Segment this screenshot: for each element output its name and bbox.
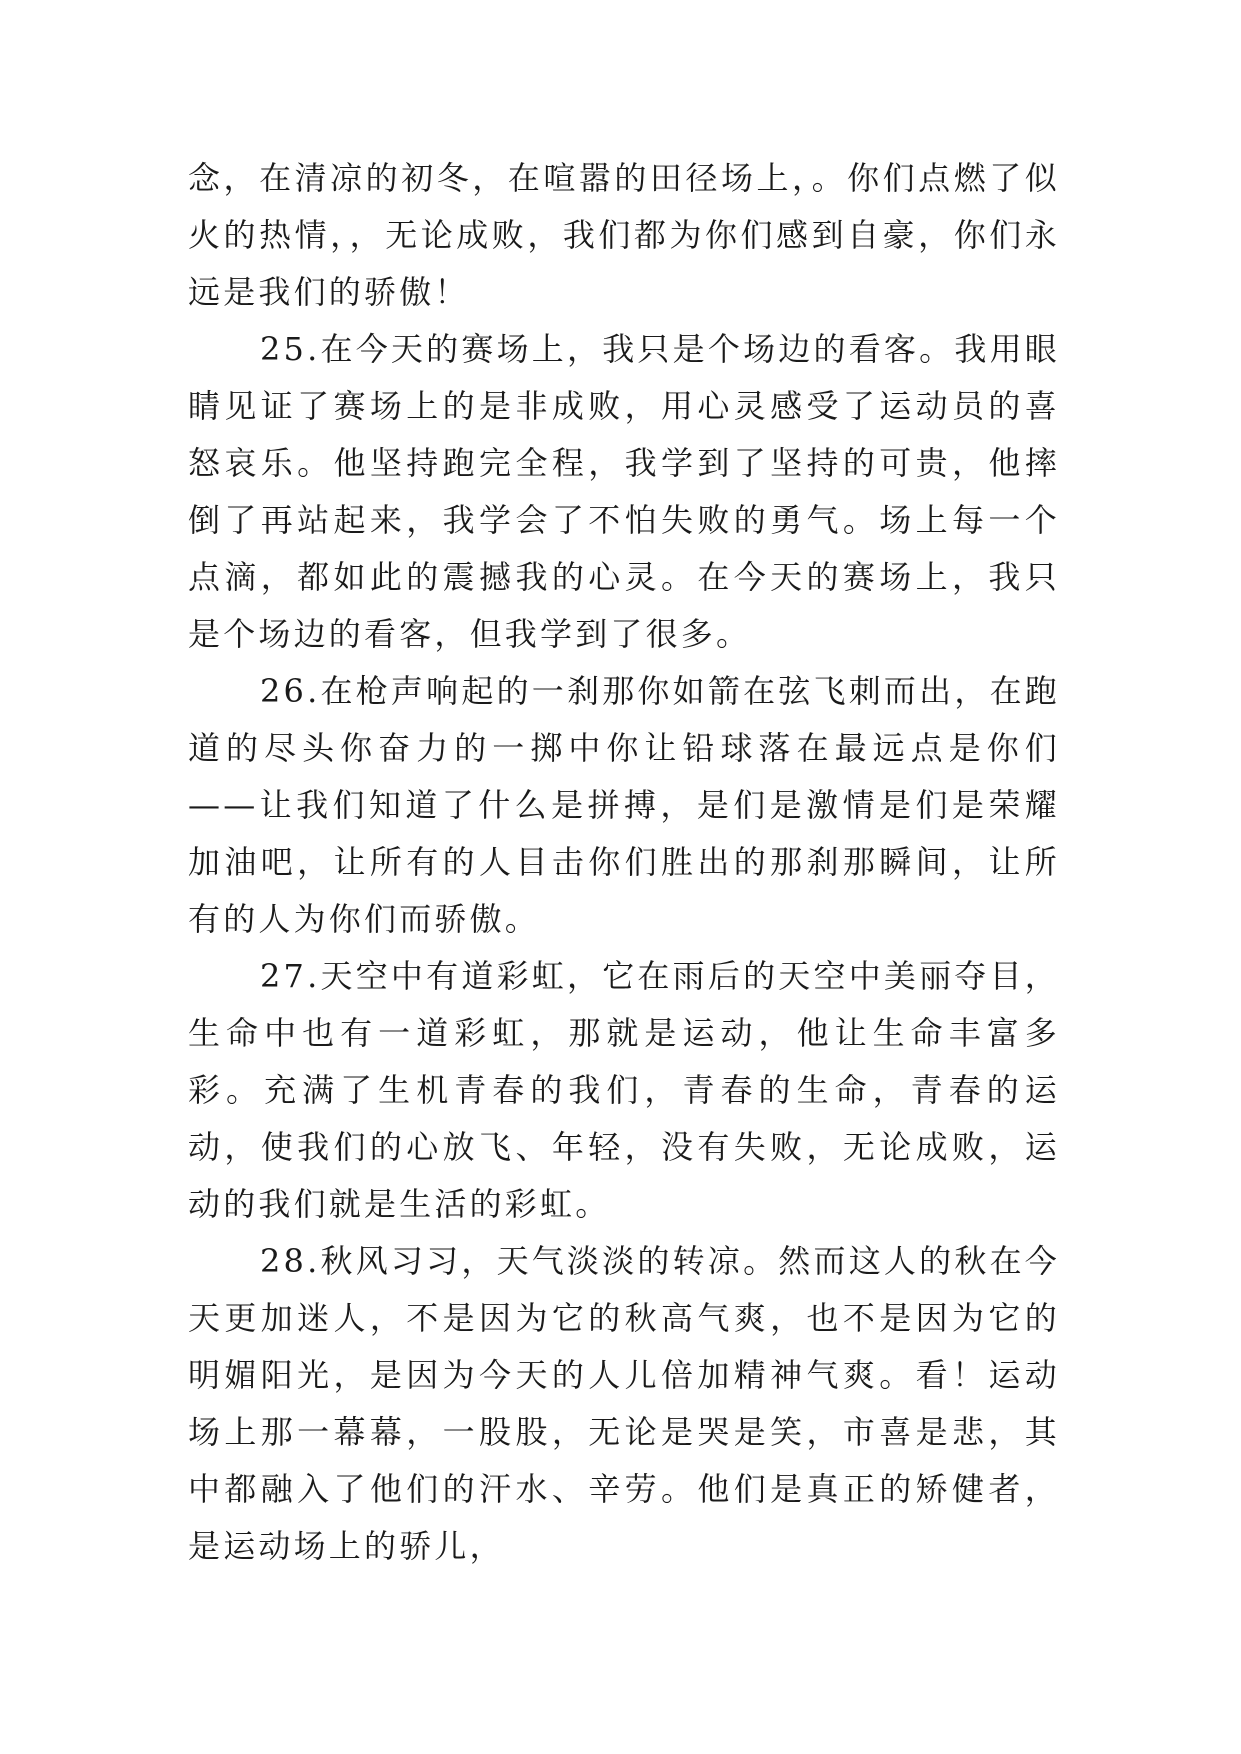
paragraph-28: 28.秋风习习，天气淡淡的转凉。然而这人的秋在今天更加迷人，不是因为它的秋高气爽，也不是因为它的明媚阳光，是因为今天的人儿倍加精神气爽。看！运动场上那一幕幕，一股股，无论是哭是笑，市喜是悲，其中都融入了他们的汗水、辛劳。他们是真正的矫健者，是运动场上的骄儿，	[188, 1242, 1060, 1565]
paragraph-27: 27.天空中有道彩虹，它在雨后的天空中美丽夺目，生命中也有一道彩虹，那就是运动，他让生命丰富多彩。充满了生机青春的我们，青春的生命，青春的运动，使我们的心放飞、年轻，没有失败，无论成败，运动的我们就是生活的彩虹。	[188, 957, 1060, 1223]
paragraph-26: 26.在枪声响起的一刹那你如箭在弦飞刺而出，在跑道的尽头你奋力的一掷中你让铅球落在最远点是你们——让我们知道了什么是拼搏，是们是激情是们是荣耀加油吧，让所有的人目击你们胜出的那刹那瞬间，让所有的人为你们而骄傲。	[188, 672, 1060, 938]
paragraph-25: 25.在今天的赛场上，我只是个场边的看客。我用眼睛见证了赛场上的是非成败，用心灵感受了运动员的喜怒哀乐。他坚持跑完全程，我学到了坚持的可贵，他摔倒了再站起来，我学会了不怕失败的勇气。场上每一个点滴，都如此的震撼我的心灵。在今天的赛场上，我只是个场边的看客，但我学到了很多。	[188, 330, 1060, 653]
paragraph-continuation: 念，在清凉的初冬，在喧嚣的田径场上，。你们点燃了似火的热情，，无论成败，我们都为你们感到自豪，你们永远是我们的骄傲！	[188, 159, 1060, 311]
document-body	[188, 150, 1060, 1575]
